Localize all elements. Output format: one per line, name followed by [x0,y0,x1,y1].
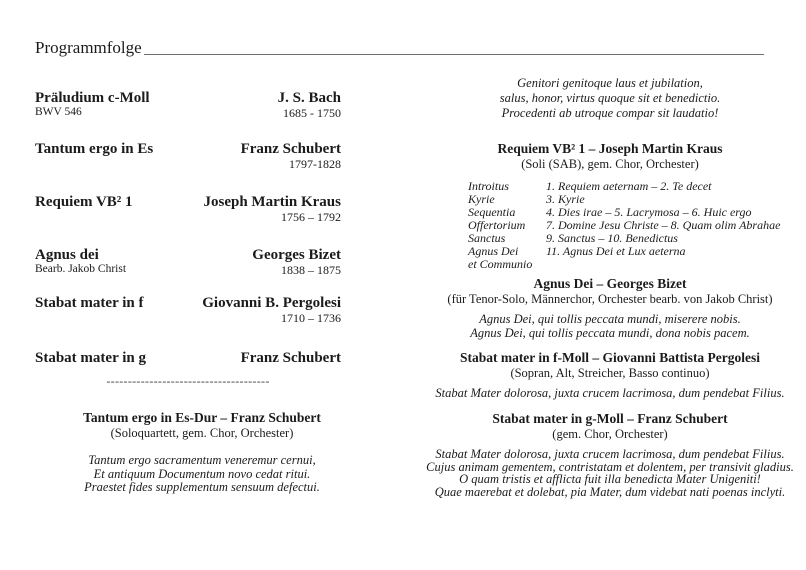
bizet-scoring: (für Tenor-Solo, Männerchor, Orchester bearb. von Jakob Christ) [447,292,773,306]
composer-block [241,350,341,366]
composer-block [252,247,341,277]
piece-title: Tantum ergo in Es [35,141,154,157]
program-entry [35,350,341,366]
text-line: Praestet fides supplementum sensuum defectui. [84,480,320,494]
right-column [416,76,804,498]
piece-title: Präludium c-Moll [35,90,150,106]
bizet-text [416,312,804,340]
composer-dates: 1710 – 1736 [281,311,341,325]
schubert-heading: Stabat mater in g-Moll – Franz Schubert [492,411,728,426]
text-line: Genitori genitoque laus et jubilation, [517,76,703,90]
piece-title: Stabat mater in f [35,295,144,311]
kraus-movements [468,180,804,271]
movement-label: Introitus [468,179,509,193]
composer-dates: 1685 - 1750 [283,106,341,120]
section-text [28,454,376,495]
text-line: Tantum ergo sacramentum veneremur cernui, [88,453,316,467]
movement-label: Sanctus [468,231,506,245]
text-line: Stabat Mater dolorosa, juxta crucem lacrimosa, dum pendebat Filius. [435,447,785,461]
movement-value: 11. Agnus Dei et Lux aeterna [546,244,686,258]
text-line: Quae maerebat et dolebat, pia Mater, dum videbat nati poenas inclyti. [434,484,786,499]
composer-name: Franz Schubert [240,350,341,366]
section-heading: Tantum ergo in Es-Dur – Franz Schubert [83,410,321,425]
text-line: Stabat Mater dolorosa, juxta crucem lacrimosa, dum pendebat Filius. [435,386,785,400]
composer-name: Giovanni B. Pergolesi [202,295,341,311]
composer-name: Joseph Martin Kraus [203,194,341,210]
kraus-heading: Requiem VB² 1 – Joseph Martin Kraus [497,141,723,156]
piece-block [35,247,126,276]
piece-subtitle: BWV 546 [35,106,82,118]
pergolesi-heading: Stabat mater in f-Moll – Giovanni Battista Pergolesi [459,350,761,365]
program-entry [35,141,341,171]
composer-dates: 1797-1828 [289,157,341,171]
composer-block [202,295,341,325]
composer-name: Georges Bizet [252,247,341,263]
text-line: Et antiquum Documentum novo cedat ritui. [93,466,311,481]
piece-title: Requiem VB² 1 [35,194,133,210]
schubert-text [416,448,804,498]
piece-block [35,141,153,157]
composer-name: J. S. Bach [277,90,341,106]
section-scoring: (Soloquartett, gem. Chor, Orchester) [110,426,294,440]
composer-block [241,141,341,171]
movement-label: Sequentia [468,205,516,219]
movement-row [468,258,804,271]
composer-name: Franz Schubert [240,141,341,157]
movement-label: Offertorium [468,218,526,232]
text-line: Procedenti ab utroque compar sit laudatio! [501,106,719,120]
text-line: Agnus Dei, qui tollis peccata mundi, miserere nobis. [479,312,741,326]
movement-label: Agnus Dei [468,244,519,258]
piece-block [35,295,143,311]
text-line: Agnus Dei, qui tollis peccata mundi, dona nobis pacem. [470,326,750,340]
movement-value: 9. Sanctus – 10. Benedictus [546,231,678,245]
intro-quote [416,76,804,121]
program-entry [35,90,341,120]
movement-value: 7. Domine Jesu Christe – 8. Quam olim Abrahae [546,218,781,232]
page-header [35,38,764,57]
kraus-scoring: (Soli (SAB), gem. Chor, Orchester) [521,157,699,171]
text-line: O quam tristis et afflicta fuit illa benedicta Mater Unigeniti! [459,472,761,486]
tantum-ergo-section [28,410,376,495]
schubert-scoring: (gem. Chor, Orchester) [552,427,668,441]
composer-block [278,90,341,120]
program-entry [35,295,341,325]
piece-title: Stabat mater in g [35,350,146,366]
piece-block [35,350,146,366]
movement-label: et Communio [468,257,533,271]
movement-value: 1. Requiem aeternam – 2. Te decet [546,179,712,193]
pergolesi-text [416,386,804,400]
movement-value: 4. Dies irae – 5. Lacrymosa – 6. Huic ergo [546,205,752,219]
composer-dates: 1756 – 1792 [281,210,341,224]
text-line: Cujus animam gementem, contristatam et dolentem, per transivit gladius. [426,459,794,474]
program-entry [35,247,341,277]
piece-block [35,90,150,119]
composer-dates: 1838 – 1875 [281,263,341,277]
separator-dashes: -------------------------------------- [106,374,270,388]
text-line: salus, honor, virtus quoque sit et benedictio. [499,91,721,105]
composer-block [203,194,341,224]
header-rule [144,54,764,55]
piece-block [35,194,133,210]
program-entry [35,194,341,224]
movement-label: Kyrie [468,192,495,206]
piece-subtitle: Bearb. Jakob Christ [35,263,127,275]
piece-title: Agnus dei [35,247,99,263]
movement-value: 3. Kyrie [546,192,585,206]
bizet-heading: Agnus Dei – Georges Bizet [533,276,687,291]
movement-row [468,180,804,193]
pergolesi-scoring: (Sopran, Alt, Streicher, Basso continuo) [510,366,710,380]
page-title: Programmfolge [35,38,142,57]
